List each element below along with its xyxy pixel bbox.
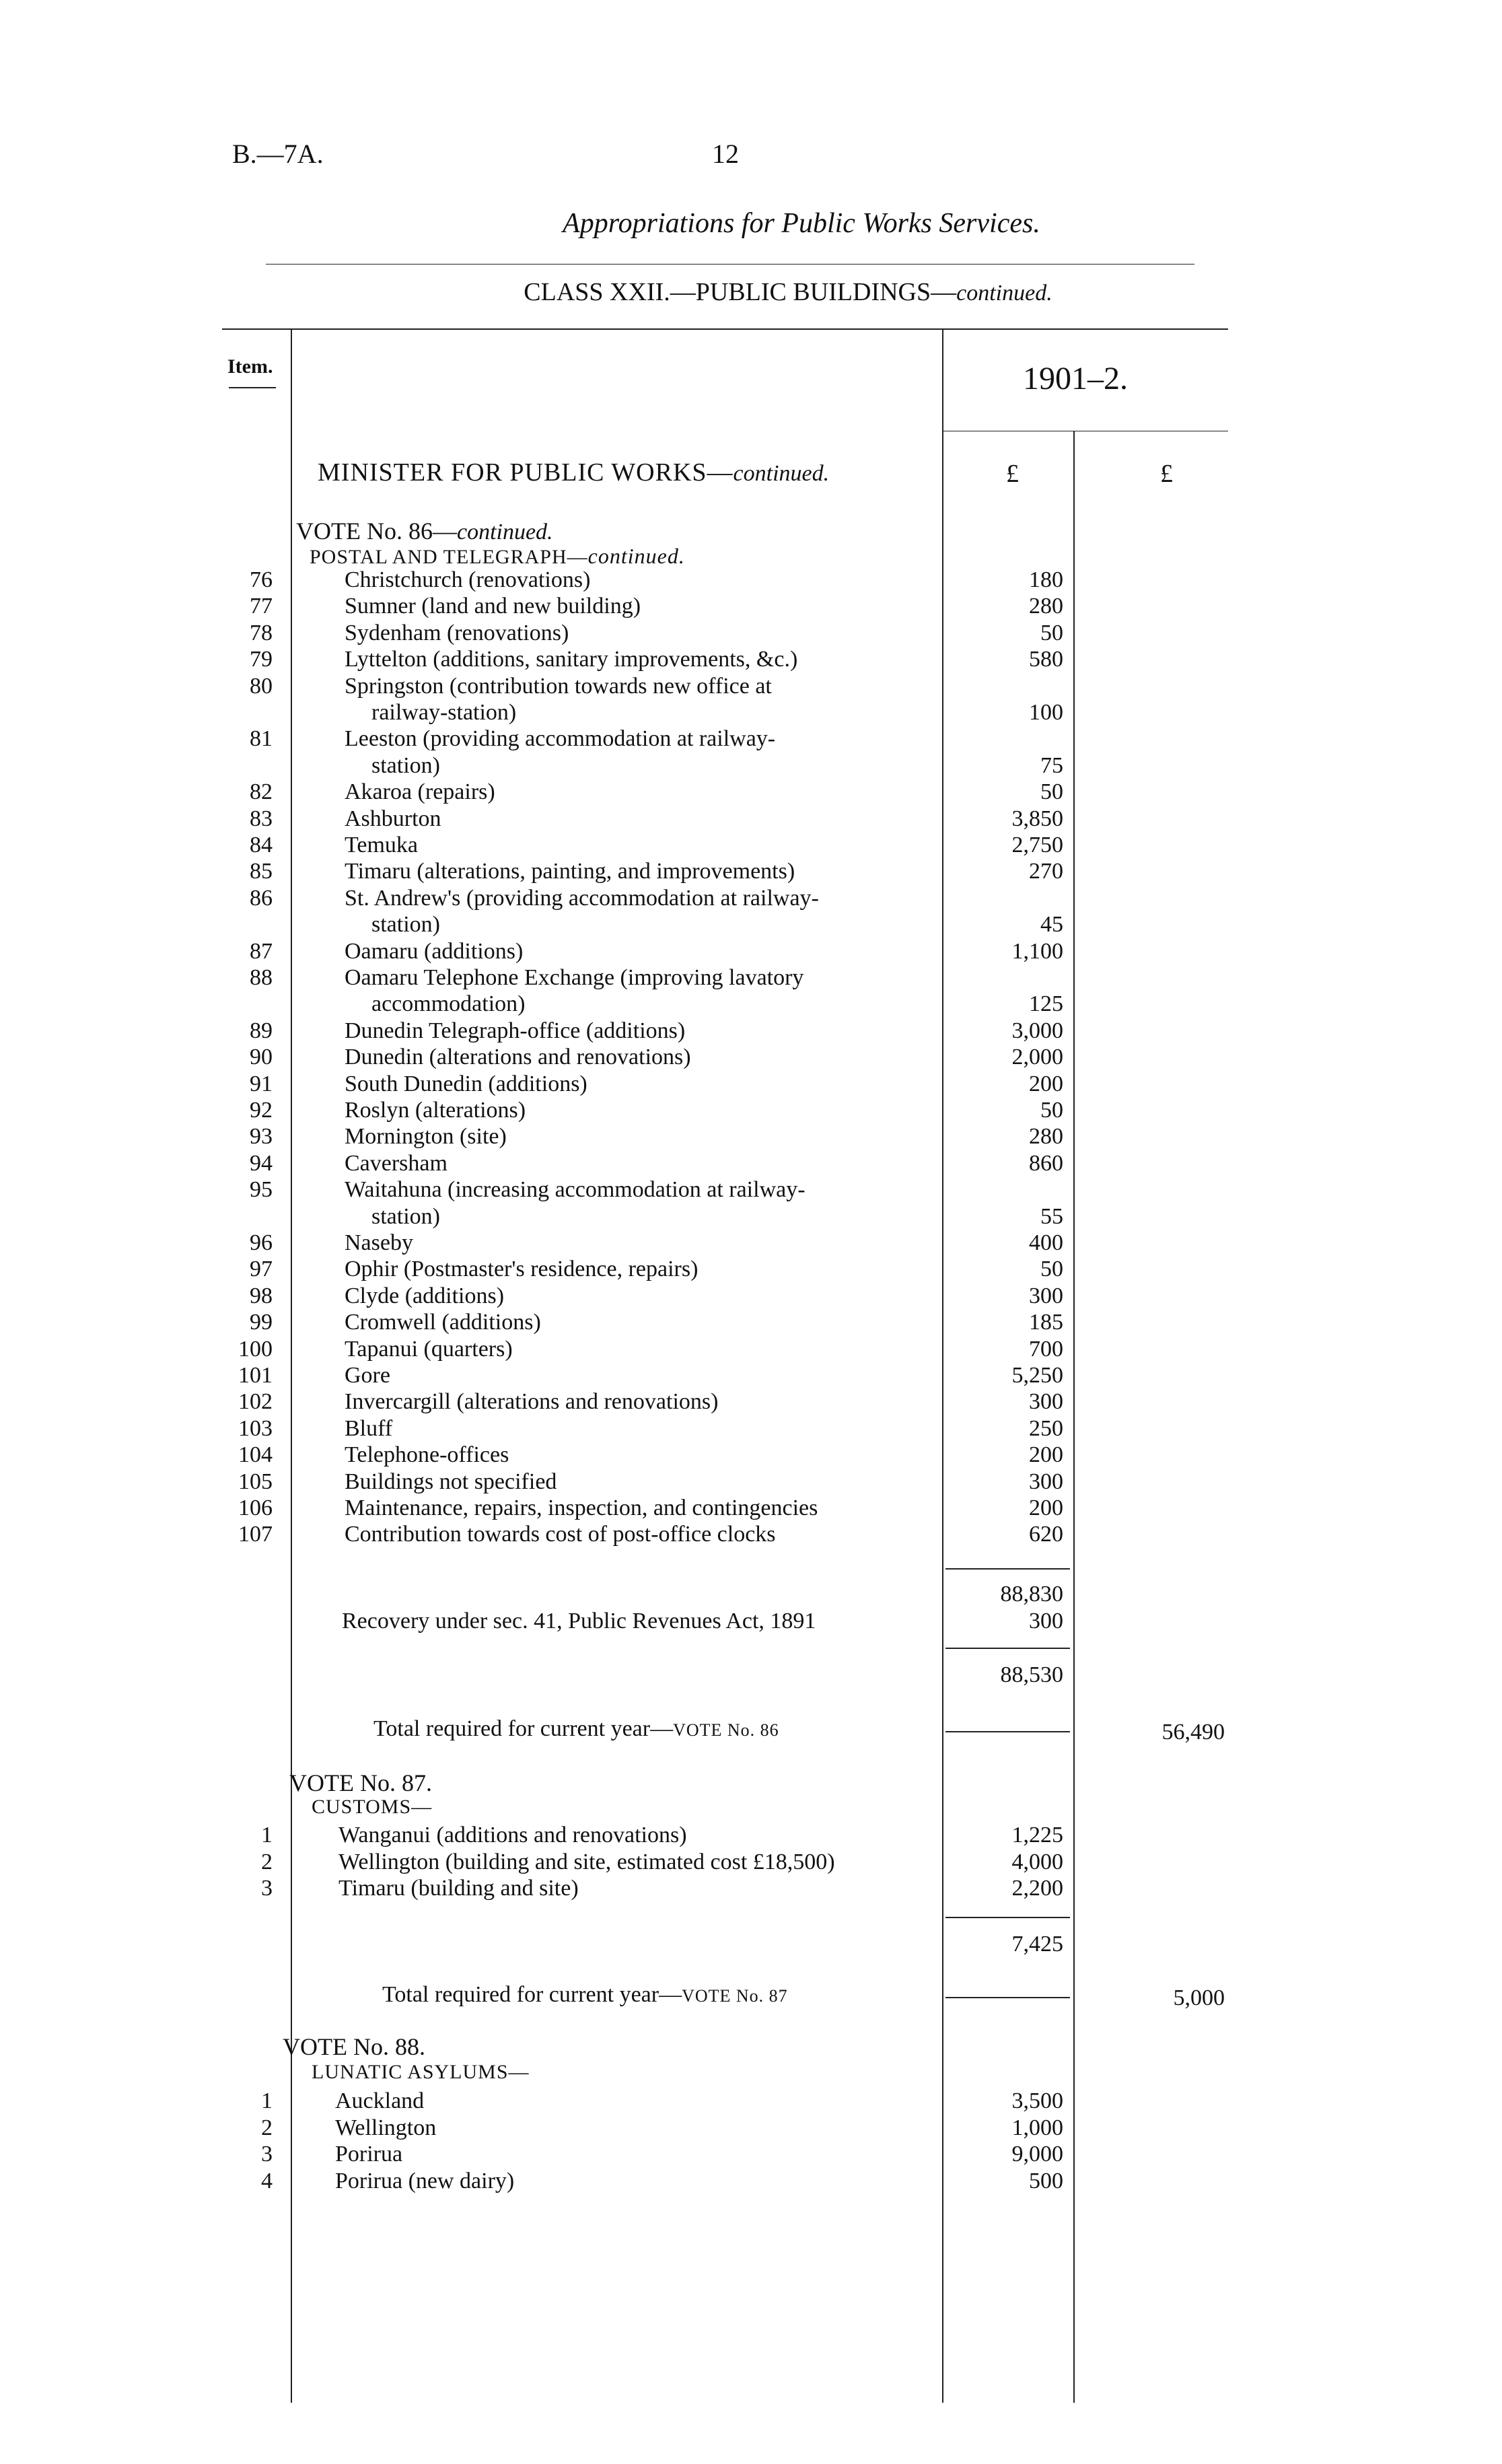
- item-number: 104: [238, 1442, 273, 1468]
- item-description: Leeston (providing accommodation at railway-: [345, 726, 776, 752]
- item-description: Buildings not specified: [345, 1469, 557, 1494]
- class-title: CLASS XXII.—PUBLIC BUILDINGS—continued.: [524, 278, 1052, 306]
- item-amount: 3,850: [1011, 806, 1063, 831]
- item-number: 91: [250, 1071, 273, 1096]
- item-number: 86: [250, 885, 273, 911]
- item-description: Cromwell (additions): [345, 1310, 541, 1335]
- item-number: 3: [261, 2142, 273, 2167]
- item-amount: 300: [1029, 1389, 1063, 1415]
- item-number: 80: [250, 673, 273, 699]
- v87-subtotal-rule: [945, 1917, 1070, 1918]
- vote-87-total-label: Total required for current year—VOTE No. 87: [382, 1982, 788, 2007]
- item-description: Dunedin Telegraph-office (additions): [345, 1018, 686, 1043]
- item-amount: 100: [1029, 700, 1063, 725]
- item-amount: 400: [1029, 1230, 1063, 1255]
- item-amount: 1,225: [1011, 1823, 1063, 1847]
- item-number: 94: [250, 1150, 273, 1176]
- item-number: 90: [250, 1045, 273, 1070]
- item-amount: 50: [1040, 779, 1063, 805]
- item-description: Contribution towards cost of post-office clocks: [345, 1522, 776, 1547]
- item-number: 98: [250, 1283, 273, 1308]
- item-description: Telephone-offices: [345, 1442, 509, 1468]
- divider: [266, 264, 1194, 265]
- item-number: 1: [261, 2088, 273, 2113]
- item-amount: 3,500: [1011, 2088, 1063, 2113]
- item-amount: 200: [1029, 1442, 1063, 1468]
- vote-86-subhead: POSTAL AND TELEGRAPH—continued.: [310, 544, 685, 568]
- item-description: South Dunedin (additions): [345, 1071, 587, 1096]
- item-number: 99: [250, 1310, 273, 1335]
- item-amount: 860: [1029, 1150, 1063, 1176]
- item-description: Christchurch (renovations): [345, 567, 591, 592]
- item-number: 101: [238, 1363, 273, 1388]
- item-amount: 200: [1029, 1071, 1063, 1096]
- year-header: 1901–2.: [1023, 361, 1128, 396]
- item-description: accommodation): [371, 991, 526, 1017]
- item-description: Ophir (Postmaster's residence, repairs): [345, 1257, 699, 1282]
- item-number: 96: [250, 1230, 273, 1255]
- item-description: railway-station): [371, 700, 517, 725]
- item-amount: 45: [1040, 912, 1063, 938]
- item-description: station): [371, 752, 440, 778]
- subtotal-rule: [945, 1568, 1070, 1570]
- item-number: 76: [250, 567, 273, 592]
- item-amount: 75: [1040, 752, 1063, 778]
- item-amount: 1,100: [1011, 938, 1063, 964]
- vote-87-title: VOTE No. 87.: [289, 1769, 432, 1796]
- item-amount: 50: [1040, 1098, 1063, 1123]
- vote-86-total: 56,490: [1161, 1720, 1225, 1745]
- vote-86-net: 88,530: [1000, 1662, 1063, 1687]
- vote-86-subtotal: 88,830: [1000, 1582, 1063, 1607]
- item-number: 95: [250, 1177, 273, 1203]
- vote-87-total: 5,000: [1173, 1985, 1225, 2010]
- item-amount: 50: [1040, 620, 1063, 645]
- item-description: Caversham: [345, 1150, 448, 1176]
- table-top-rule: [222, 328, 1228, 330]
- page-subtitle: Appropriations for Public Works Services.: [563, 208, 1040, 239]
- pound-column-2: £: [1160, 460, 1173, 488]
- recovery-label: Recovery under sec. 41, Public Revenues Act, 1891: [342, 1609, 816, 1633]
- item-amount: 180: [1029, 567, 1063, 592]
- item-number: 88: [250, 965, 273, 990]
- item-number: 4: [261, 2168, 273, 2193]
- item-amount: 200: [1029, 1495, 1063, 1520]
- item-description: Oamaru Telephone Exchange (improving lavatory: [345, 965, 804, 990]
- item-amount: 250: [1029, 1415, 1063, 1441]
- page-reference: B.—7A.: [232, 139, 324, 169]
- item-number: 3: [261, 1876, 273, 1901]
- item-description: Invercargill (alterations and renovations): [345, 1389, 719, 1415]
- item-number: 103: [238, 1415, 273, 1441]
- item-amount: 185: [1029, 1310, 1063, 1335]
- item-description: Sumner (land and new building): [345, 594, 641, 619]
- item-number: 1: [261, 1823, 273, 1847]
- item-number: 97: [250, 1257, 273, 1282]
- vote-87-subtotal: 7,425: [1011, 1932, 1063, 1957]
- item-description: Ashburton: [345, 806, 441, 831]
- item-amount: 50: [1040, 1257, 1063, 1282]
- item-amount: 280: [1029, 1124, 1063, 1150]
- item-number: 92: [250, 1098, 273, 1123]
- item-description: Dunedin (alterations and renovations): [345, 1045, 691, 1070]
- item-number: 82: [250, 779, 273, 805]
- item-description: Timaru (alterations, painting, and improvements): [345, 859, 795, 884]
- item-number: 77: [250, 594, 273, 619]
- item-number: 87: [250, 938, 273, 964]
- item-description: Porirua (new dairy): [335, 2168, 515, 2193]
- item-number: 83: [250, 806, 273, 831]
- item-amount: 4,000: [1011, 1849, 1063, 1874]
- item-description: Akaroa (repairs): [345, 779, 495, 805]
- item-description: Maintenance, repairs, inspection, and contingencies: [345, 1495, 818, 1520]
- item-number: 81: [250, 726, 273, 752]
- item-description: Porirua: [335, 2142, 403, 2167]
- item-amount: 5,250: [1011, 1363, 1063, 1388]
- vote-86-total-label: Total required for current year—VOTE No. 86: [373, 1716, 779, 1741]
- item-number: 89: [250, 1018, 273, 1043]
- item-description: Lyttelton (additions, sanitary improvements, &c.): [345, 647, 798, 672]
- item-amount: 55: [1040, 1203, 1063, 1229]
- item-description: Gore: [345, 1363, 390, 1388]
- item-amount: 3,000: [1011, 1018, 1063, 1043]
- item-description: station): [371, 912, 440, 938]
- item-description: Waitahuna (increasing accommodation at railway-: [345, 1177, 806, 1203]
- item-number: 107: [238, 1522, 273, 1547]
- vote-86-title: VOTE No. 86—continued.: [296, 518, 553, 544]
- recovery-amount: 300: [1029, 1609, 1063, 1633]
- item-amount: 300: [1029, 1469, 1063, 1494]
- item-amount: 2,750: [1011, 833, 1063, 857]
- item-description: Sydenham (renovations): [345, 620, 569, 645]
- minister-heading: MINISTER FOR PUBLIC WORKS—continued.: [318, 458, 830, 487]
- item-column-header: Item.: [227, 355, 273, 378]
- item-description: Wellington: [335, 2115, 437, 2140]
- item-number: 85: [250, 859, 273, 884]
- item-number: 93: [250, 1124, 273, 1150]
- amount-inner-rule: [1073, 431, 1075, 2403]
- item-description: Temuka: [345, 833, 419, 857]
- item-description: station): [371, 1203, 440, 1229]
- item-description: Wellington (building and site, estimated cost £18,500): [338, 1849, 835, 1874]
- item-amount: 700: [1029, 1336, 1063, 1362]
- item-amount: 1,000: [1011, 2115, 1063, 2140]
- item-description: Roslyn (alterations): [345, 1098, 526, 1123]
- item-description: Oamaru (additions): [345, 938, 524, 964]
- item-description: Bluff: [345, 1415, 393, 1441]
- item-number: 2: [261, 2115, 273, 2140]
- item-number: 78: [250, 620, 273, 645]
- v87-total-dash: [945, 1997, 1070, 1998]
- pound-column-1: £: [1006, 460, 1019, 488]
- item-amount: 125: [1029, 991, 1063, 1017]
- item-number: 2: [261, 1849, 273, 1874]
- item-description: Wanganui (additions and renovations): [338, 1823, 687, 1847]
- amount-column-rule: [942, 330, 943, 2403]
- item-amount: 2,000: [1011, 1045, 1063, 1070]
- item-description: Mornington (site): [345, 1124, 507, 1150]
- item-amount: 580: [1029, 647, 1063, 672]
- item-number: 105: [238, 1469, 273, 1494]
- item-amount: 500: [1029, 2168, 1063, 2193]
- vote-88-title: VOTE No. 88.: [283, 2033, 425, 2060]
- item-amount: 2,200: [1011, 1876, 1063, 1901]
- item-description: Timaru (building and site): [338, 1876, 579, 1901]
- item-number: 84: [250, 833, 273, 857]
- item-description: Clyde (additions): [345, 1283, 505, 1308]
- item-column-rule: [291, 330, 292, 2403]
- page-number: 12: [712, 139, 739, 169]
- total-dash: [945, 1731, 1070, 1732]
- net-rule: [945, 1648, 1070, 1649]
- item-number: 100: [238, 1336, 273, 1362]
- vote-87-subhead: CUSTOMS—: [312, 1796, 433, 1818]
- vote-88-subhead: LUNATIC ASYLUMS—: [312, 2061, 530, 2083]
- item-amount: 620: [1029, 1522, 1063, 1547]
- item-number: 102: [238, 1389, 273, 1415]
- item-number: 106: [238, 1495, 273, 1520]
- item-description: Auckland: [335, 2088, 425, 2113]
- item-description: Naseby: [345, 1230, 413, 1255]
- item-amount: 270: [1029, 859, 1063, 884]
- item-description: Tapanui (quarters): [345, 1336, 513, 1362]
- item-amount: 300: [1029, 1283, 1063, 1308]
- item-description: St. Andrew's (providing accommodation at railway-: [345, 885, 819, 911]
- item-description: Springston (contribution towards new office at: [345, 673, 772, 699]
- item-number: 79: [250, 647, 273, 672]
- item-amount: 280: [1029, 594, 1063, 619]
- item-underline: [229, 387, 276, 388]
- item-amount: 9,000: [1011, 2142, 1063, 2167]
